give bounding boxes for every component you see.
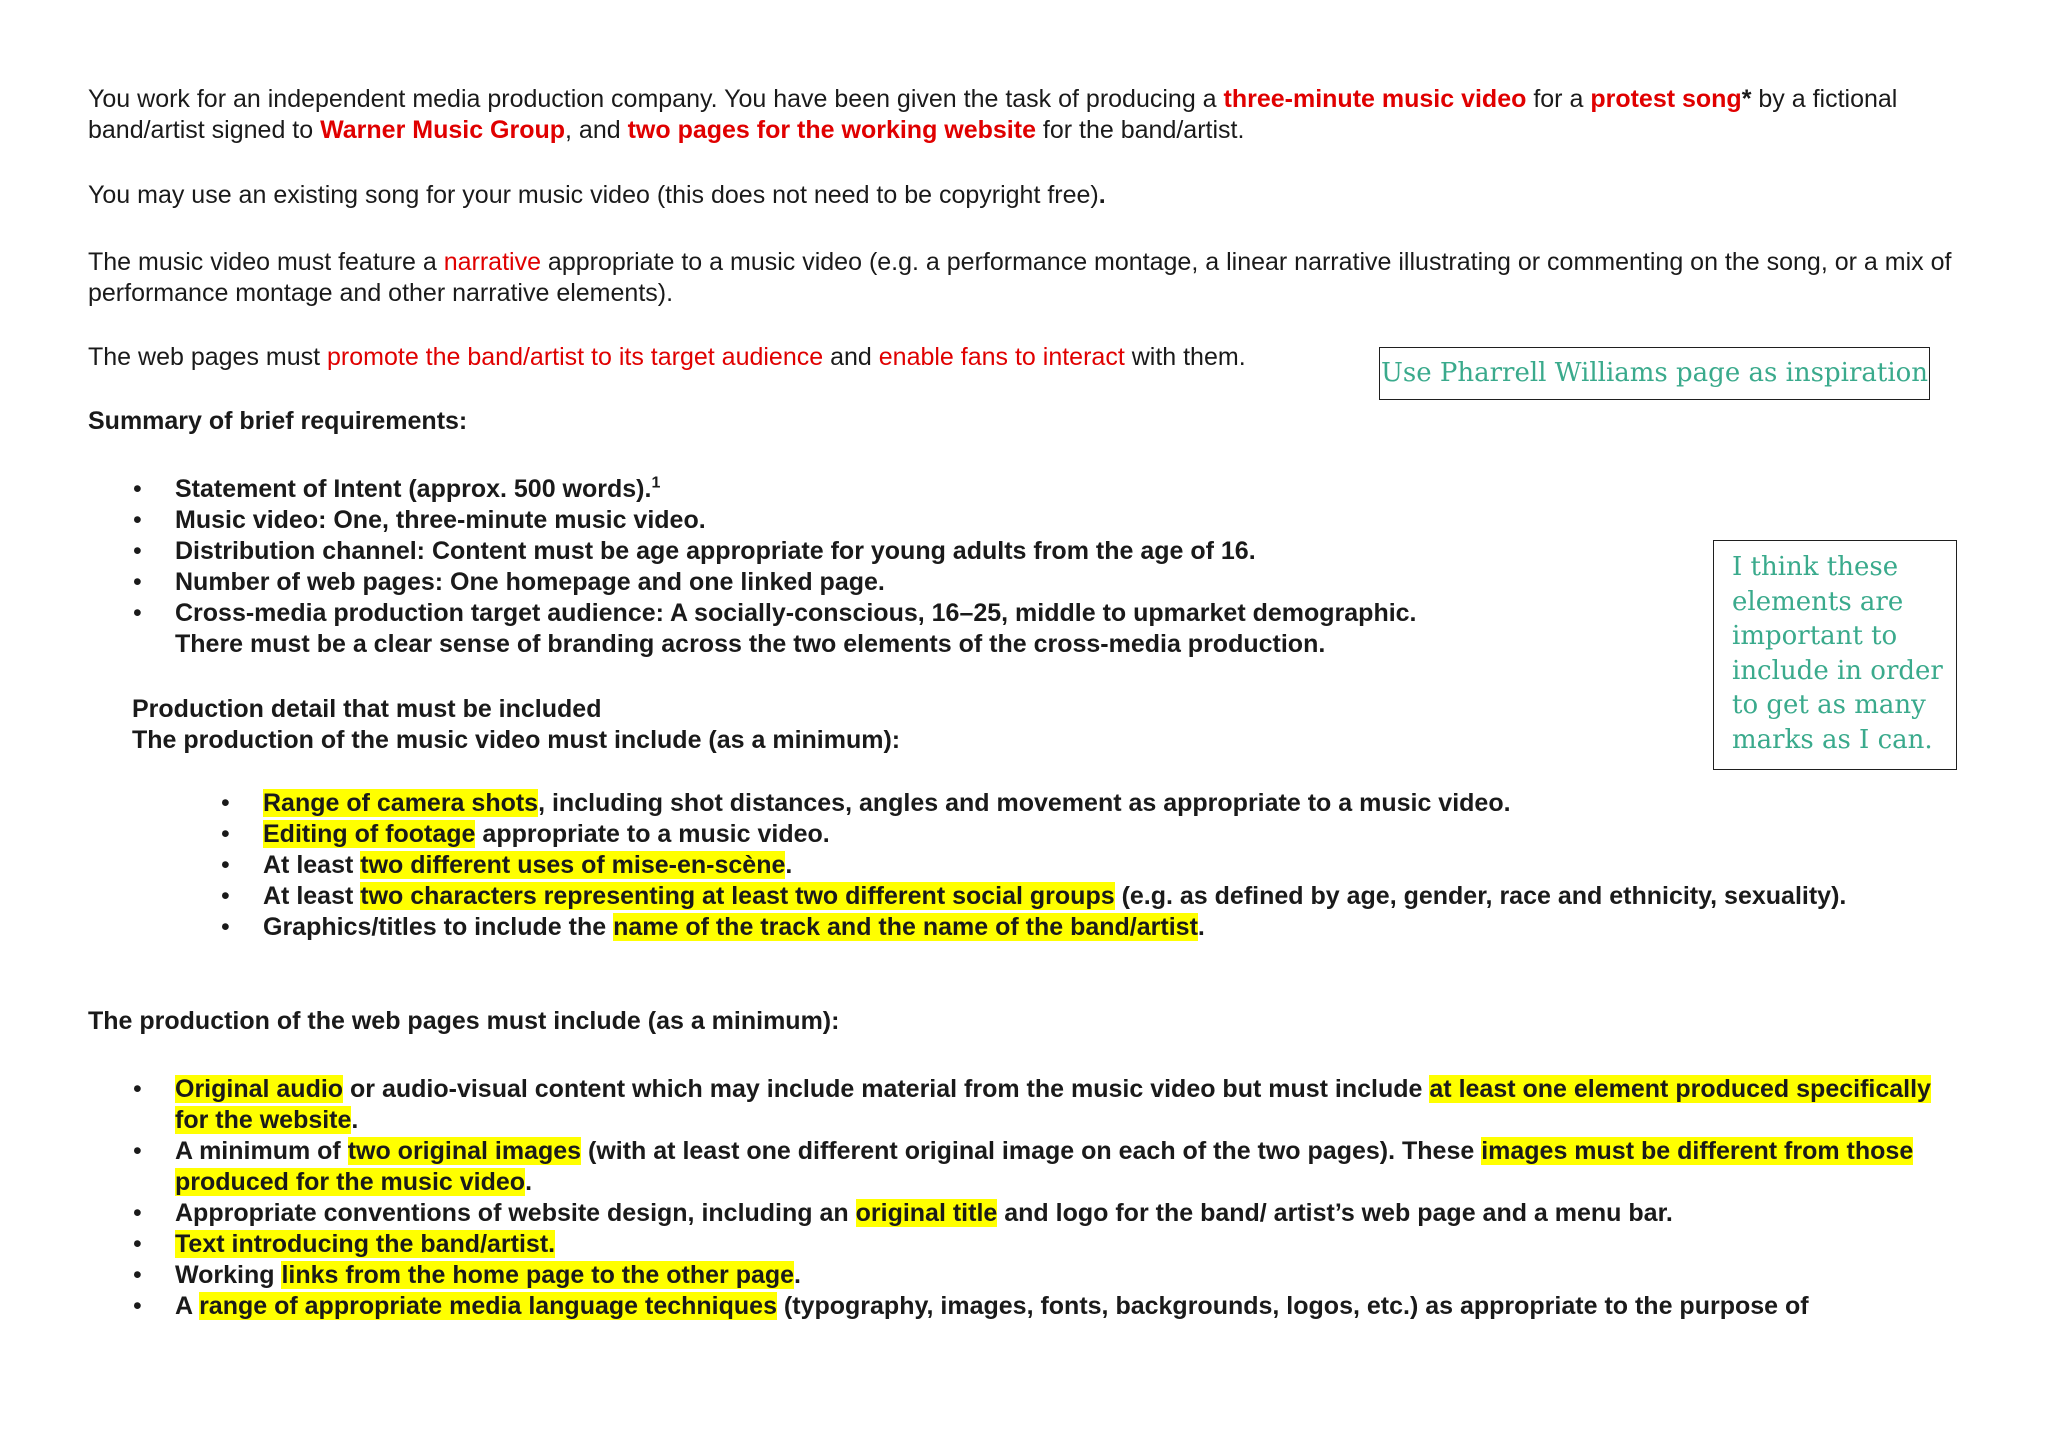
list-item: • Working links from the home page to the other page. <box>175 1260 1965 1291</box>
period: . <box>1098 181 1106 209</box>
highlight-two-pages: two pages for the working website <box>627 116 1036 144</box>
branding-line: There must be a clear sense of branding across the two elements of the cross-media production. <box>175 630 1326 658</box>
summary-heading: Summary of brief requirements: <box>88 407 468 435</box>
highlight-three-minute-video: three-minute music video <box>1223 85 1527 113</box>
intro-text: The music video must feature a <box>88 248 444 276</box>
highlight-protest-song: protest song <box>1590 85 1742 113</box>
intro-text: by a fictional band/artist signed to <box>88 85 1898 144</box>
intro-paragraph-2 <box>88 180 1978 211</box>
intro-paragraph-4 <box>88 342 1388 373</box>
intro-text: with them. <box>1124 343 1246 371</box>
intro-paragraph-3 <box>88 247 1968 309</box>
list-item: • A range of appropriate media language techniques (typography, images, fonts, backgrounds, logos, etc.) as appropriate to the purpose of <box>175 1291 1965 1322</box>
list-item: • Music video: One, three-minute music video. <box>175 505 1735 536</box>
intro-text: for a <box>1526 85 1591 113</box>
intro-text: You work for an independent media production company. You have been given the task of producing a <box>88 85 1224 113</box>
list-item: • A minimum of two original images (with at least one different original image on each of the two pages). These images must be different from those produced for the music video. <box>175 1136 1965 1198</box>
intro-text: and <box>823 343 879 371</box>
list-item: • Original audio or audio-visual content which may include material from the music video but must include at least one element produced specifically for the website. <box>175 1074 1965 1136</box>
important-note-text: I think these elements are important to include in order to get as many marks as I can. <box>1732 552 1943 755</box>
list-item: • Text introducing the band/artist. <box>175 1229 1965 1260</box>
list-item: • At least two characters representing at least two different social groups (e.g. as defined by age, gender, race and ethnicity, sexuality). <box>263 881 1913 912</box>
list-item: • Range of camera shots, including shot distances, angles and movement as appropriate to a music video. <box>263 788 1913 819</box>
list-item: • Number of web pages: One homepage and one linked page. <box>175 567 1735 598</box>
web-requirements-heading: The production of the web pages must include (as a minimum): <box>88 1007 840 1035</box>
inspiration-note-text: Use Pharrell Williams page as inspiration <box>1380 358 1929 388</box>
summary-list <box>175 474 1735 629</box>
list-item: • Appropriate conventions of website design, including an original title and logo for the band/ artist’s web page and a menu bar. <box>175 1198 1965 1229</box>
highlight-promote: promote the band/artist to its target audience <box>327 343 824 371</box>
intro-text: appropriate to a music video (e.g. a performance montage, a linear narrative illustrating or commenting on the song, or a mix of performance montage and other narrative elements). <box>88 248 1952 307</box>
production-heading: Production detail that must be included <box>132 695 602 723</box>
footnote-ref: 1 <box>651 474 661 492</box>
list-item: • Statement of Intent (approx. 500 words).$^1$ <box>175 474 1735 505</box>
list-item: • At least two different uses of mise-en-scène. <box>263 850 1913 881</box>
inspiration-note-box <box>1379 347 1930 400</box>
list-item: • Editing of footage appropriate to a music video. <box>263 819 1913 850</box>
intro-text: The web pages must <box>88 343 328 371</box>
highlight-warner: Warner Music Group <box>320 116 566 144</box>
video-requirements-heading: The production of the music video must include (as a minimum): <box>132 726 901 754</box>
intro-text: , and <box>565 116 628 144</box>
intro-text: You may use an existing song for your music video (this does not need to be copyright free) <box>88 181 1099 209</box>
list-item: • Distribution channel: Content must be age appropriate for young adults from the age of 16. <box>175 536 1735 567</box>
asterisk: * <box>1741 85 1752 113</box>
list-item: • Graphics/titles to include the name of the track and the name of the band/artist. <box>263 912 1913 943</box>
important-note-box <box>1713 540 1957 770</box>
list-item: • Cross-media production target audience: A socially-conscious, 16–25, middle to upmarket demographic. <box>175 598 1735 629</box>
highlight-narrative: narrative <box>443 248 541 276</box>
intro-paragraph-1 <box>88 84 1978 146</box>
highlight-interact: enable fans to interact <box>878 343 1125 371</box>
video-requirements-list <box>263 788 1913 943</box>
intro-text: for the band/artist. <box>1035 116 1245 144</box>
web-requirements-list <box>175 1074 1965 1322</box>
